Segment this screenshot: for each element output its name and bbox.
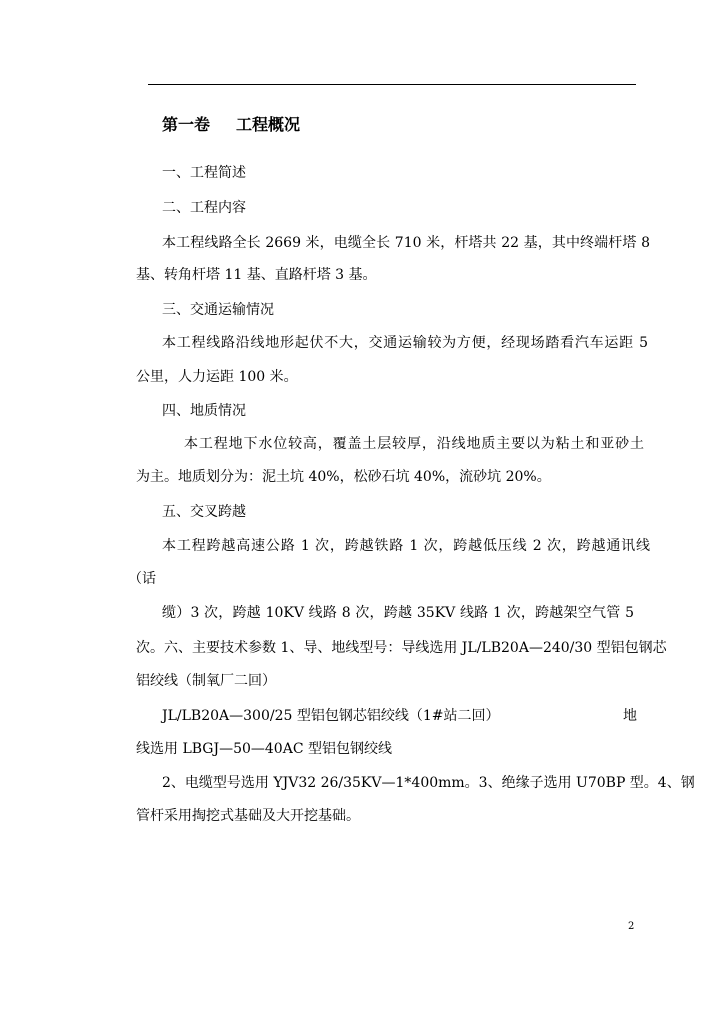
chapter-name: 工程概况 <box>236 115 301 134</box>
text-line: 三、交通运输情况 <box>162 302 274 318</box>
text-line: 公里，人力运距 100 米。 <box>136 369 298 385</box>
text-line: 二、工程内容 <box>162 200 246 216</box>
text-line: JL/LB20A—300/25 型铝包钢芯铝绞线（1#站二回） <box>162 708 500 724</box>
chapter-title <box>162 112 300 135</box>
page-number: 2 <box>628 921 635 932</box>
text-line: 本工程线路全长 2669 米，电缆全长 710 米，杆塔共 22 基，其中终端杆塔 8 <box>162 235 650 251</box>
text-line: 四、地质情况 <box>162 403 246 419</box>
header-rule <box>148 84 636 85</box>
text-line: 本工程线路沿线地形起伏不大，交通运输较为方便，经现场踏看汽车运距 5 <box>162 335 648 351</box>
text-line: 一、工程简述 <box>162 165 246 181</box>
text-line: 为主。地质划分为：泥土坑 40%，松砂石坑 40%，流砂坑 20%。 <box>136 469 551 485</box>
text-line: 次。六、主要技术参数 1、导、地线型号：导线选用 JL/LB20A—240/30 型铝包钢芯 <box>136 640 667 656</box>
text-line: 本工程地下水位较高，覆盖土层较厚，沿线地质主要以为粘土和亚砂土 <box>184 436 644 452</box>
text-line: 铝绞线（制氧厂二回） <box>136 673 276 689</box>
text-line: 地 <box>623 708 637 724</box>
text-line: 线选用 LBGJ—50—40AC 型铝包钢绞线 <box>136 741 392 757</box>
text-line: 管杆采用掏挖式基础及大开挖基础。 <box>136 808 360 824</box>
text-line: 基、转角杆塔 11 基、直路杆塔 3 基。 <box>136 267 377 283</box>
text-line: 2、电缆型号选用 YJV32 26/35KV—1*400mm。3、绝缘子选用 U70BP 型。4、钢 <box>162 775 695 791</box>
text-line: 五、交叉跨越 <box>162 504 246 520</box>
text-line: 本工程跨越高速公路 1 次，跨越铁路 1 次，跨越低压线 2 次，跨越通讯线 <box>162 538 650 554</box>
text-line: 缆）3 次，跨越 10KV 线路 8 次，跨越 35KV 线路 1 次，跨越架空气管 5 <box>162 605 634 621</box>
chapter-volume: 第一卷 <box>162 115 211 134</box>
text-line: （话 <box>128 571 156 587</box>
